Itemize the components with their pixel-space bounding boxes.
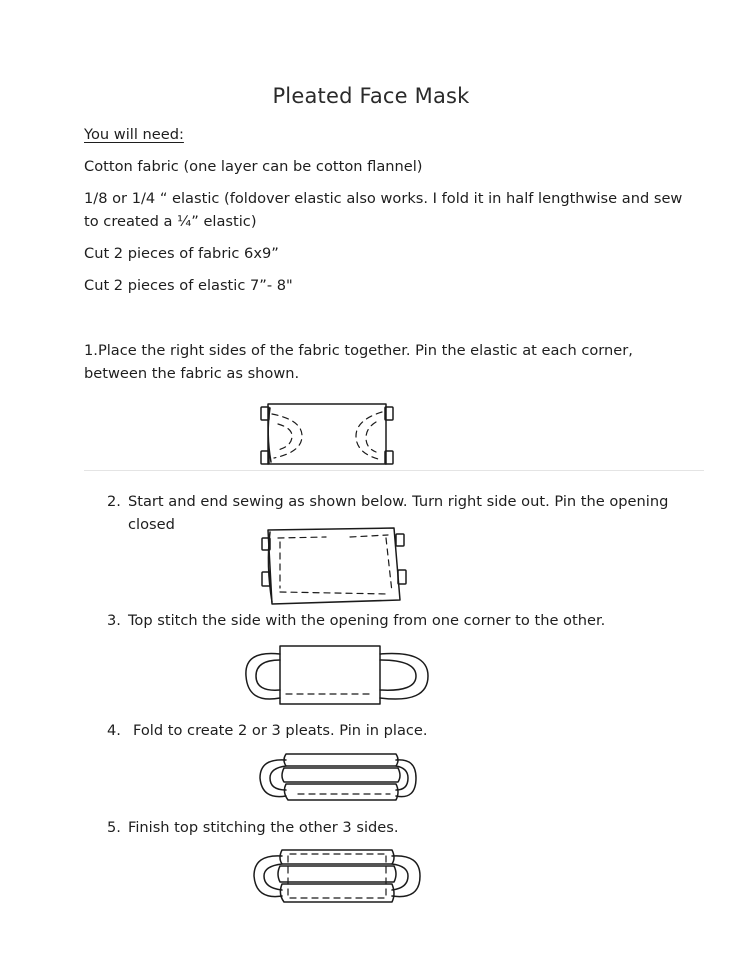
supply-cut-fabric: Cut 2 pieces of fabric 6x9” — [84, 245, 279, 262]
step-5-number: 5. — [107, 819, 121, 836]
step-3-number: 3. — [107, 612, 121, 629]
step-1-text: Place the right sides of the fabric together. Pin the elastic at each corner, — [97, 342, 633, 359]
needs-heading: You will need: — [84, 126, 184, 143]
step-2-line2: closed — [128, 516, 175, 533]
step-4-text: Fold to create 2 or 3 pleats. Pin in place. — [133, 722, 428, 739]
figure-mask-topstitched — [244, 642, 430, 710]
step-1-number: 1. — [84, 342, 98, 359]
supply-fabric: Cotton fabric (one layer can be cotton flannel) — [84, 158, 423, 175]
step-2-number: 2. — [107, 493, 121, 510]
supply-elastic-line1: 1/8 or 1/4 “ elastic (foldover elastic also works. I fold it in half lengthwise and sew — [84, 190, 683, 207]
supply-elastic-line2: to created a ¼” elastic) — [84, 213, 257, 230]
supply-cut-elastic: Cut 2 pieces of elastic 7”- 8" — [84, 277, 293, 294]
figure-mask-finished — [252, 846, 422, 908]
step-1-line1 — [84, 340, 633, 362]
scan-artifact-line — [84, 470, 704, 471]
page-title: Pleated Face Mask — [272, 84, 470, 108]
step-4-number: 4. — [107, 722, 121, 739]
step-3-text: Top stitch the side with the opening from one corner to the other. — [128, 612, 606, 629]
figure-mask-pleated — [258, 750, 418, 808]
figure-sewn-fabric — [258, 524, 408, 608]
step-2-line1: Start and end sewing as shown below. Turn right side out. Pin the opening — [128, 493, 669, 510]
step-5-text: Finish top stitching the other 3 sides. — [128, 819, 399, 836]
step-1-line2: between the fabric as shown. — [84, 365, 300, 382]
figure-fabric-with-elastic — [258, 398, 398, 470]
